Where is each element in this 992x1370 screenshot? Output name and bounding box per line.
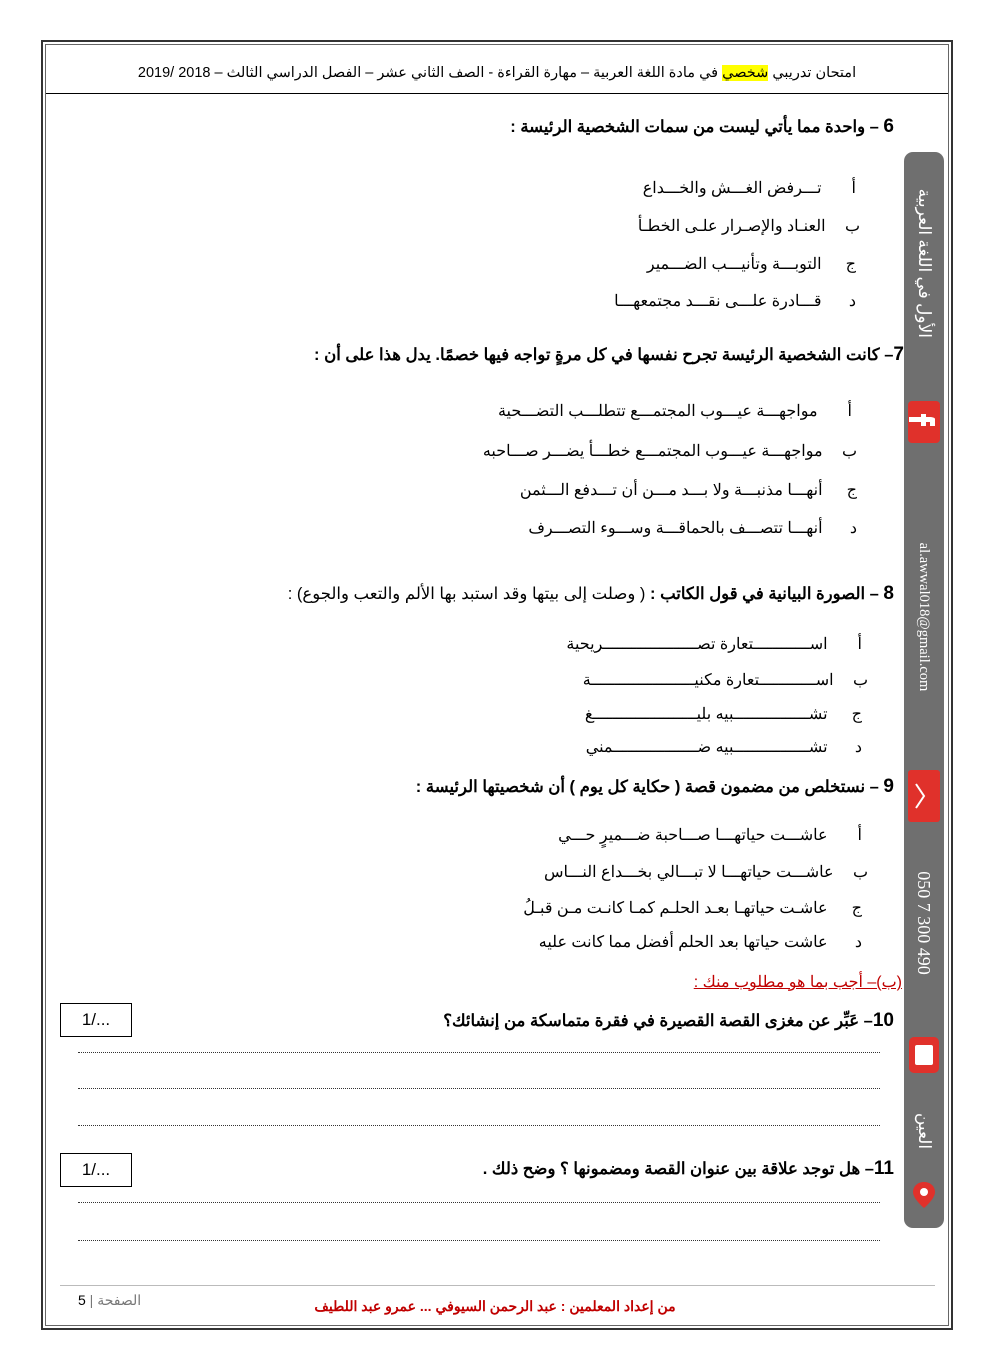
answer-line[interactable] bbox=[78, 1240, 880, 1241]
q7-option-a[interactable]: أ مواجهـــة عيـــوب المجتمـــع تتطلـــب التضـــحية bbox=[497, 403, 852, 420]
q8-option-d[interactable]: د تشــــــــــــــــبيه ضــــــــــــــــــمني bbox=[585, 739, 862, 756]
q6-option-d[interactable]: د قـــادرة علـــى نقـــد مجتمعهـــا bbox=[614, 293, 856, 310]
question-text: – الصورة البيانية في قول الكاتب : bbox=[649, 585, 879, 603]
q9-option-d[interactable]: د عاشت حياتها بعد الحلم أفضل مما كانت عليه bbox=[538, 934, 862, 951]
question-text: – نستخلص من مضمون قصة ( حكاية كل يوم ) أن شخصيتها الرئيسة : bbox=[415, 778, 879, 796]
score-box-q10: 1/... bbox=[60, 1003, 132, 1037]
question-number: 10 bbox=[872, 1010, 894, 1031]
q7-option-c[interactable]: ج أنهـــا مذنبـــة ولا بـــد مـــن أن تـــدفع الـــثمن bbox=[519, 482, 857, 499]
page-number: 5 | الصفحة bbox=[78, 1292, 142, 1308]
question-number: 9 bbox=[883, 776, 894, 797]
q6-option-c[interactable]: ج التوبـــة وتأنيـــب الضـــمير bbox=[646, 256, 856, 273]
q6-option-a[interactable]: أ تـــرفض الغـــش والخـــداع bbox=[642, 180, 856, 197]
exam-header bbox=[46, 58, 948, 94]
header-highlight: شخصي bbox=[722, 65, 769, 81]
sidebar-phone: 050 7 300 490 bbox=[914, 871, 934, 975]
question-11-title bbox=[483, 1158, 894, 1180]
sidebar-location: العين bbox=[915, 1112, 934, 1150]
question-10-title bbox=[443, 1010, 894, 1032]
q8-option-c[interactable]: ج تشــــــــــــــــبيه بليــــــــــــــــــــــغ bbox=[584, 706, 862, 723]
sidebar-email: al.awwal018@gmail.com bbox=[916, 542, 932, 692]
question-7-title bbox=[314, 344, 904, 366]
answer-line[interactable] bbox=[78, 1088, 880, 1089]
email-icon bbox=[908, 770, 940, 822]
q6-option-b[interactable]: ب العنـاد والإصـرار علـى الخطـأ bbox=[637, 218, 860, 235]
question-8-title bbox=[288, 583, 894, 605]
question-text: – كانت الشخصية الرئيسة تجرح نفسها في كل مرةٍ تواجه فيها خصمًا. يدل هذا على أن : bbox=[314, 346, 894, 364]
score-box-q11: 1/... bbox=[60, 1153, 132, 1187]
question-text: – واحدة مما يأتي ليست من سمات الشخصية الرئيسة : bbox=[510, 118, 879, 136]
footer-author: من إعداد المعلمين : عبد الرحمن السيوفي ... عمرو عبد اللطيف bbox=[314, 1298, 676, 1314]
q9-option-c[interactable]: ج عاشـت حياتهـا بعـد الحلـم كمـا كانـت مـن قبـلُ bbox=[523, 900, 862, 917]
question-quote: ( وصلت إلى بيتها وقد استبد بها الألم والتعب والجوع) : bbox=[287, 585, 650, 603]
answer-line[interactable] bbox=[78, 1125, 880, 1126]
q7-option-d[interactable]: د أنهـــا تتصـــف بالحماقـــة وســـوء التصـــرف bbox=[528, 520, 857, 537]
answer-line[interactable] bbox=[78, 1202, 880, 1203]
q8-option-b[interactable]: ب اســــــــــــتعارة مكنيــــــــــــــــــــــة bbox=[582, 672, 868, 689]
header-text-end: في مادة اللغة العربية – مهارة القراءة - الصف الثاني عشر – الفصل الدراسي الثالث – 2018 /2019 bbox=[137, 65, 723, 81]
q9-option-a[interactable]: أ عاشـــت حياتهـــا صـــاحبة ضـــميرٍ حـــي bbox=[558, 827, 862, 844]
question-number: 8 bbox=[883, 583, 894, 604]
facebook-icon bbox=[908, 400, 940, 444]
q8-option-a[interactable]: أ اســــــــــــتعارة تصــــــــــــــــــــريحية bbox=[566, 636, 862, 653]
footer-divider bbox=[60, 1285, 935, 1286]
phone-icon bbox=[908, 1036, 940, 1074]
location-pin-icon bbox=[908, 1181, 940, 1209]
question-6-title bbox=[510, 116, 894, 138]
sidebar-title: الأول في اللغة العربية bbox=[915, 188, 934, 338]
part-b-heading: (ب)– أجب بما هو مطلوب منك : bbox=[693, 974, 902, 991]
question-number: 7 bbox=[893, 344, 904, 365]
question-text: – عَبِّر عن مغزى القصة القصيرة في فقرة متماسكة من إنشائك؟ bbox=[443, 1012, 873, 1030]
header-text-start: امتحان تدريبي bbox=[768, 65, 857, 81]
question-9-title bbox=[416, 776, 894, 798]
q9-option-b[interactable]: ب عاشـــت حياتهـــا لا تبـــالي بخـــداع النـــاس bbox=[543, 864, 868, 881]
q7-option-b[interactable]: ب مواجهـــة عيـــوب المجتمـــع خطـــأ يضـــر صـــاحبه bbox=[482, 443, 857, 460]
question-text: – هل توجد علاقة بين عنوان القصة ومضمونها ؟ وضح ذلك . bbox=[482, 1160, 874, 1178]
answer-line[interactable] bbox=[78, 1052, 880, 1053]
question-number: 6 bbox=[883, 116, 894, 137]
question-number: 11 bbox=[873, 1158, 894, 1179]
